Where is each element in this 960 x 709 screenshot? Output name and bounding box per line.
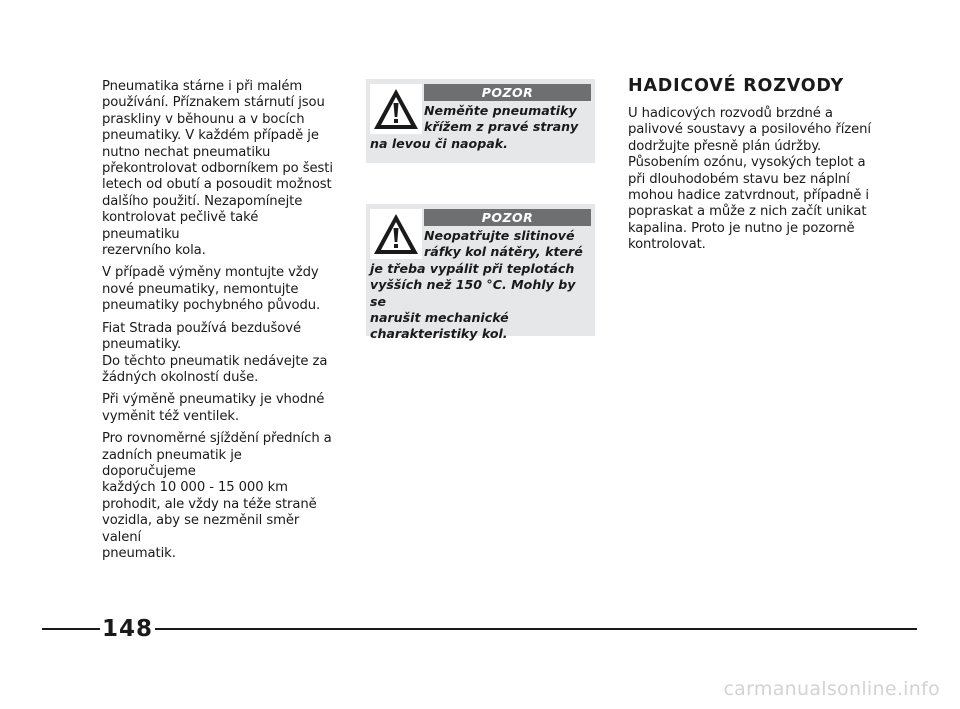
watermark: carmanualsonline.info: [723, 678, 940, 700]
left-column: [102, 79, 334, 568]
warning-text: Neměňte pneumatiky křížem z pravé strany na levou či naopak.: [370, 103, 579, 151]
right-column: [628, 75, 878, 254]
warning-label: POZOR: [424, 209, 591, 226]
paragraph: V případě výměny montujte vždy nové pneumatiky, nemontujte pneumatiky pochybného původu.: [102, 265, 321, 314]
paragraph: Pro rovnoměrné sjíždění předních a zadních pneumatik je doporučujeme každých 10 000 - 15 000 km prohodit, ale vždy na téže straně vozidla, aby se nezměnil směr valení pneumatik.: [102, 431, 332, 561]
warning-box: [366, 204, 595, 342]
warning-text: Neopatřujte slitinové ráfky kol nátěry, které je třeba vypálit při teplotách vyšších než 150 °C. Mohly by se narušit mechanické charakteristiky kol.: [370, 228, 583, 342]
paragraph: Při výměně pneumatiky je vhodné vyměnit též ventilek.: [102, 392, 325, 424]
section-heading: HADICOVÉ ROZVODY: [628, 76, 844, 96]
footer-rule-right: [155, 628, 917, 630]
page-number: 148: [101, 616, 153, 642]
warning-label: POZOR: [424, 84, 591, 101]
paragraph: U hadicových rozvodů brzdné a palivové soustavy a posilového řízení dodržujte přesně plán údržby. Působením ozónu, vysokých teplot a při dlouhodobém stavu bez náplní mohou hadice zatvrdnout, případně i popraskat a může z nich začít unikat kapalina. Proto je nutno je pozorně kontrolovat.: [628, 106, 871, 253]
paragraph: Fiat Strada používá bezdušové pneumatiky. Do těchto pneumatik nedávejte za žádných okolností duše.: [102, 320, 328, 385]
warning-box: [366, 79, 595, 163]
footer-rule-left: [42, 628, 100, 630]
paragraph: Pneumatika stárne i při malém používání. Příznakem stárnutí jsou praskliny v běhounu a v bocích pneumatiky. V každém případě je nutno nechat pneumatiku překontrolovat odborníkem po šesti letech od obutí a posoudit možnost dalšího použití. Nezapomínejte kontrolovat pečlivě také pneumatiku rezervního kola.: [102, 79, 333, 259]
